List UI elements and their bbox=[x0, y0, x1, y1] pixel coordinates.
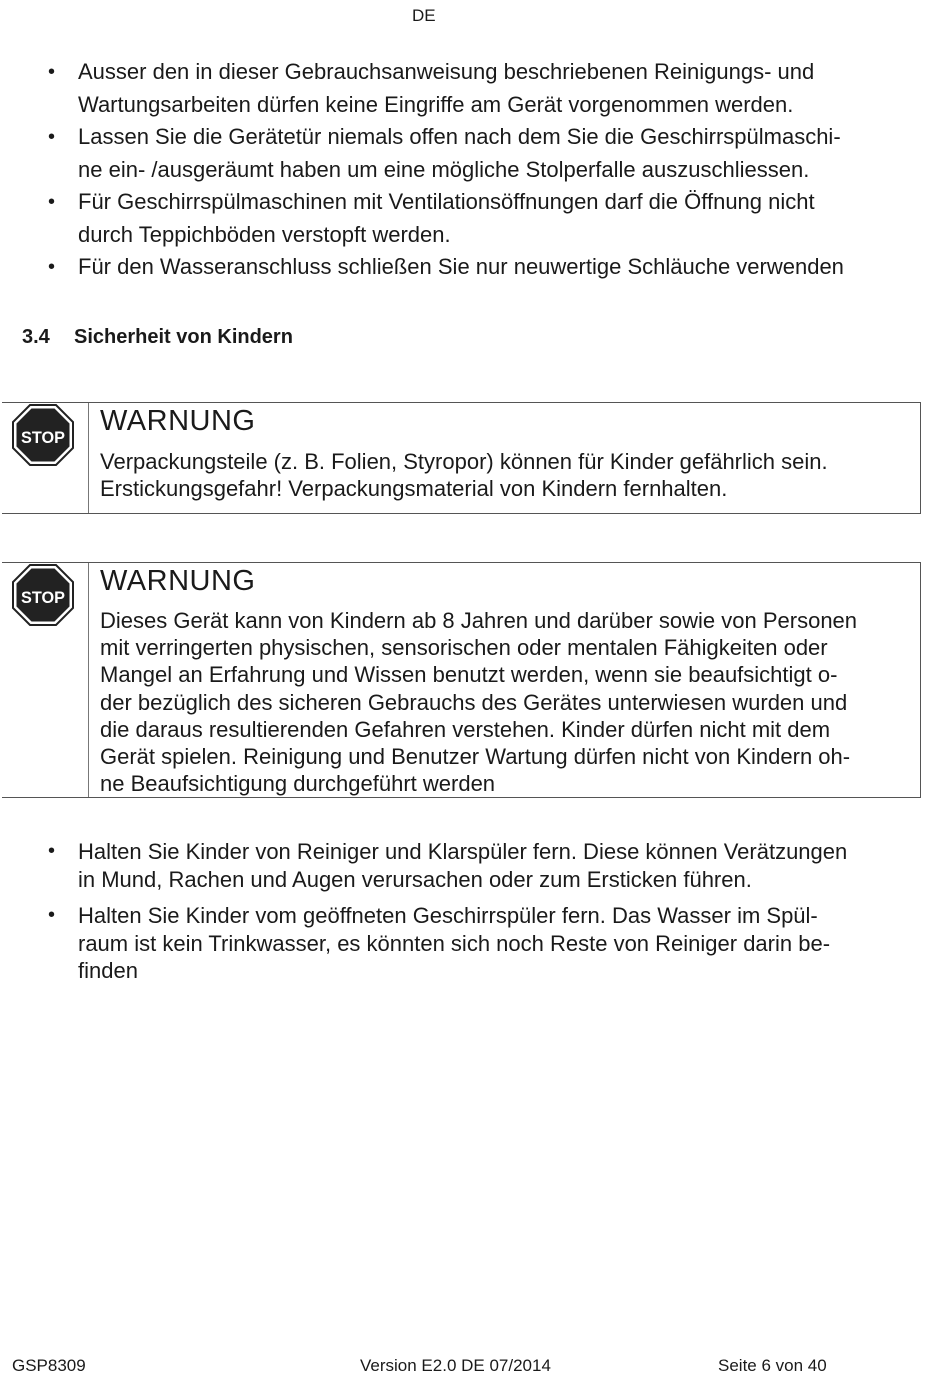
bullet-text: in Mund, Rachen und Augen verursachen oder zum Ersticken führen. bbox=[78, 866, 752, 892]
warning-line: Erstickungsgefahr! Verpackungsmaterial von Kindern fernhalten. bbox=[100, 476, 728, 502]
warning-line: ne Beaufsichtigung durchgeführt werden bbox=[100, 771, 496, 797]
section-number: 3.4 bbox=[22, 326, 50, 348]
bullet-text: ne ein- /ausgeräumt haben um eine mögliche Stolperfalle auszuschliessen. bbox=[78, 156, 810, 182]
bullet-text: durch Teppichböden verstopft werden. bbox=[78, 221, 451, 247]
warning-box bbox=[2, 562, 921, 798]
warning-line: Gerät spielen. Reinigung und Benutzer Wartung dürfen nicht von Kindern oh- bbox=[100, 744, 851, 770]
warning-line: Verpackungsteile (z. B. Folien, Styropor) können für Kinder gefährlich sein. bbox=[100, 449, 828, 474]
bullet-text: Für Geschirrspülmaschinen mit Ventilationsöffnungen darf die Öffnung nicht bbox=[78, 189, 815, 214]
bottom-bullet-list bbox=[0, 838, 950, 994]
bullet-text: Für den Wasseranschluss schließen Sie nur neuwertige Schläuche verwenden bbox=[78, 254, 844, 279]
top-bullet-list bbox=[0, 56, 950, 284]
warning-divider bbox=[88, 403, 89, 513]
list-item bbox=[0, 186, 950, 251]
bullet-icon: • bbox=[48, 904, 56, 926]
warning-content bbox=[100, 405, 912, 502]
warning-title: WARNUNG bbox=[100, 405, 256, 437]
bullet-icon: • bbox=[48, 191, 56, 213]
bullet-text: raum ist kein Trinkwasser, es könnten sich noch Reste von Reiniger darin be- bbox=[78, 930, 831, 956]
footer-model: GSP8309 bbox=[12, 1356, 86, 1375]
warning-line: die daraus resultierenden Gefahren verstehen. Kinder dürfen nicht mit dem bbox=[100, 716, 831, 742]
section-title: Sicherheit von Kindern bbox=[74, 326, 293, 348]
list-item bbox=[0, 838, 950, 893]
bullet-icon: • bbox=[48, 126, 56, 148]
warning-body bbox=[100, 448, 912, 502]
warning-title: WARNUNG bbox=[100, 565, 256, 597]
stop-sign-icon bbox=[11, 563, 75, 627]
bullet-icon: • bbox=[48, 840, 56, 862]
warning-divider bbox=[88, 563, 89, 797]
footer-version: Version E2.0 DE 07/2014 bbox=[360, 1356, 551, 1375]
warning-body bbox=[100, 607, 912, 797]
warning-line: der bezüglich des sicheren Gebrauchs des Gerätes unterwiesen wurden und bbox=[100, 689, 848, 715]
warning-line: Mangel an Erfahrung und Wissen benutzt werden, wenn sie beaufsichtigt o- bbox=[100, 662, 838, 688]
bullet-text: finden bbox=[78, 958, 138, 983]
stop-sign-text: STOP bbox=[21, 428, 65, 447]
bullet-text: Ausser den in dieser Gebrauchsanweisung beschriebenen Reinigungs- und bbox=[78, 59, 815, 84]
list-item bbox=[0, 56, 950, 121]
bullet-text: Halten Sie Kinder von Reiniger und Klarspüler fern. Diese können Verätzungen bbox=[78, 839, 848, 864]
stop-sign-icon bbox=[11, 403, 75, 467]
warning-content bbox=[100, 565, 912, 797]
bullet-text: Wartungsarbeiten dürfen keine Eingriffe am Gerät vorgenommen werden. bbox=[78, 91, 794, 117]
warning-line: mit verringerten physischen, sensorischen oder mentalen Fähigkeiten oder bbox=[100, 635, 828, 661]
bullet-text: Halten Sie Kinder vom geöffneten Geschirrspüler fern. Das Wasser im Spül- bbox=[78, 903, 818, 928]
footer-page-number: Seite 6 von 40 bbox=[718, 1356, 827, 1375]
list-item bbox=[0, 121, 950, 186]
bullet-text: Lassen Sie die Gerätetür niemals offen nach dem Sie die Geschirrspülmaschi- bbox=[78, 124, 841, 149]
language-label: DE bbox=[412, 6, 436, 25]
bullet-icon: • bbox=[48, 61, 56, 83]
section-heading bbox=[22, 326, 293, 349]
list-item bbox=[0, 251, 950, 284]
warning-line: Dieses Gerät kann von Kindern ab 8 Jahren und darüber sowie von Personen bbox=[100, 608, 858, 633]
warning-box bbox=[2, 402, 921, 514]
stop-sign-text: STOP bbox=[21, 588, 65, 607]
list-item bbox=[0, 902, 950, 985]
bullet-icon: • bbox=[48, 256, 56, 278]
